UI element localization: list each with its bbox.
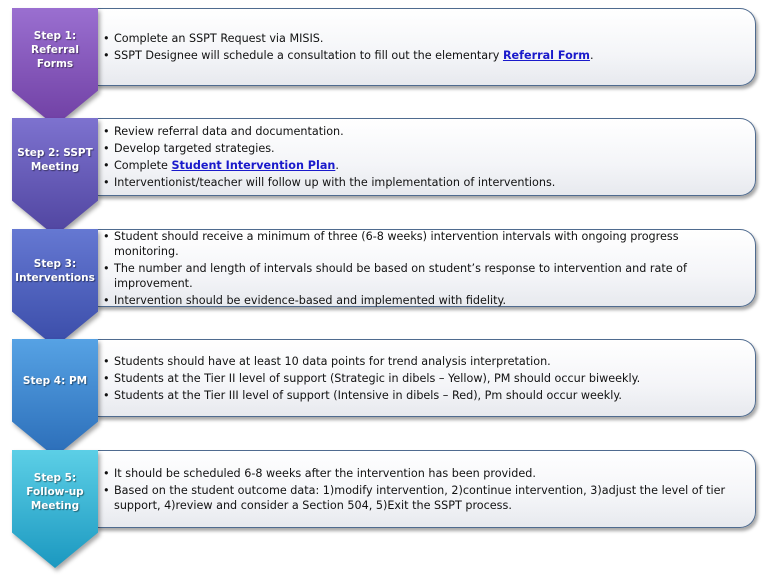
step-3-bullet-1 <box>102 229 743 259</box>
step-3-bullet-2-text: The number and length of intervals should be based on student’s response to intervention and rate of improvement. <box>114 261 687 290</box>
step-2-bullets <box>102 123 743 191</box>
step-5 <box>0 450 768 560</box>
step-2-bullet-4-text: Interventionist/teacher will follow up with the implementation of interventions. <box>114 176 556 189</box>
step-2-bullet-3 <box>102 158 743 173</box>
step-3-bullet-3 <box>102 293 743 308</box>
step-3-label: Step 3: Interventions <box>15 258 95 284</box>
step-4-bullet-2 <box>102 371 743 386</box>
step-5-label: Step 5: Follow-up Meeting <box>26 472 84 512</box>
step-3-bullet-3-text: Intervention should be evidence-based and implemented with fidelity. <box>114 293 507 307</box>
step-1-bullet-1 <box>102 31 743 46</box>
step-1-chevron <box>12 8 98 126</box>
step-4-bullet-2-text: Students at the Tier II level of support (Strategic in dibels – Yellow), PM should occur biweekly. <box>114 371 641 385</box>
student-intervention-plan-link[interactable]: Student Intervention Plan <box>171 159 336 172</box>
step-3-bullet-1-text: Student should receive a minimum of three (6-8 weeks) intervention intervals with ongoing progress monitoring. <box>114 229 679 258</box>
step-3 <box>0 229 768 339</box>
step-1-bullet-1-text: Complete an SSPT Request via MISIS. <box>114 32 324 45</box>
step-3-bullets <box>102 229 743 307</box>
step-2-label: Step 2: SSPT Meeting <box>17 147 93 173</box>
step-1-bullet-2-suffix: . <box>589 49 594 62</box>
step-5-panel <box>96 450 756 528</box>
step-1-bullet-2 <box>102 48 743 63</box>
step-2-chevron <box>12 118 98 236</box>
step-4-bullet-1-text: Students should have at least 10 data points for trend analysis interpretation. <box>114 354 551 368</box>
step-1-label: Step 1: Referral Forms <box>31 30 79 70</box>
step-4 <box>0 339 768 449</box>
step-2-bullet-2 <box>102 141 743 156</box>
step-5-bullet-1 <box>102 466 743 481</box>
step-1-bullet-2-text: SSPT Designee will schedule a consultation to fill out the elementary <box>114 49 503 62</box>
step-2-bullet-3-suffix: . <box>335 159 339 172</box>
step-4-label: Step 4: PM <box>22 375 88 387</box>
step-3-panel <box>96 229 756 307</box>
step-2-bullet-1-text: Review referral data and documentation. <box>114 125 344 138</box>
step-4-bullet-1 <box>102 354 743 369</box>
step-4-panel <box>96 339 756 417</box>
step-3-chevron <box>12 229 98 347</box>
step-5-bullet-1-text: It should be scheduled 6-8 weeks after the intervention has been provided. <box>114 466 536 480</box>
step-1 <box>0 8 768 118</box>
step-4-chevron <box>12 339 98 457</box>
step-2 <box>0 118 768 228</box>
step-1-panel <box>96 8 756 86</box>
step-4-bullet-3-text: Students at the Tier III level of support (Intensive in dibels – Red), Pm should occur weekly. <box>114 388 622 402</box>
step-2-bullet-3-text: Complete <box>114 159 172 172</box>
step-5-bullets <box>102 455 743 523</box>
step-3-bullet-2 <box>102 261 743 291</box>
step-5-bullet-2-text: Based on the student outcome data: 1)modify intervention, 2)continue intervention, 3)adjust the level of tier support, 4)review and consider a Section 504, 5)Exit the SSPT process. <box>114 483 726 512</box>
step-5-chevron <box>12 450 98 568</box>
step-2-bullet-4 <box>102 175 743 190</box>
step-4-bullet-3 <box>102 388 743 403</box>
step-5-bullet-2 <box>102 483 743 513</box>
step-2-bullet-1 <box>102 124 743 139</box>
step-2-panel <box>96 118 756 196</box>
referral-form-link[interactable]: Referral Form <box>502 49 590 62</box>
step-4-bullets <box>102 344 743 412</box>
step-1-bullets <box>102 13 743 81</box>
step-2-bullet-2-text: Develop targeted strategies. <box>114 142 275 155</box>
